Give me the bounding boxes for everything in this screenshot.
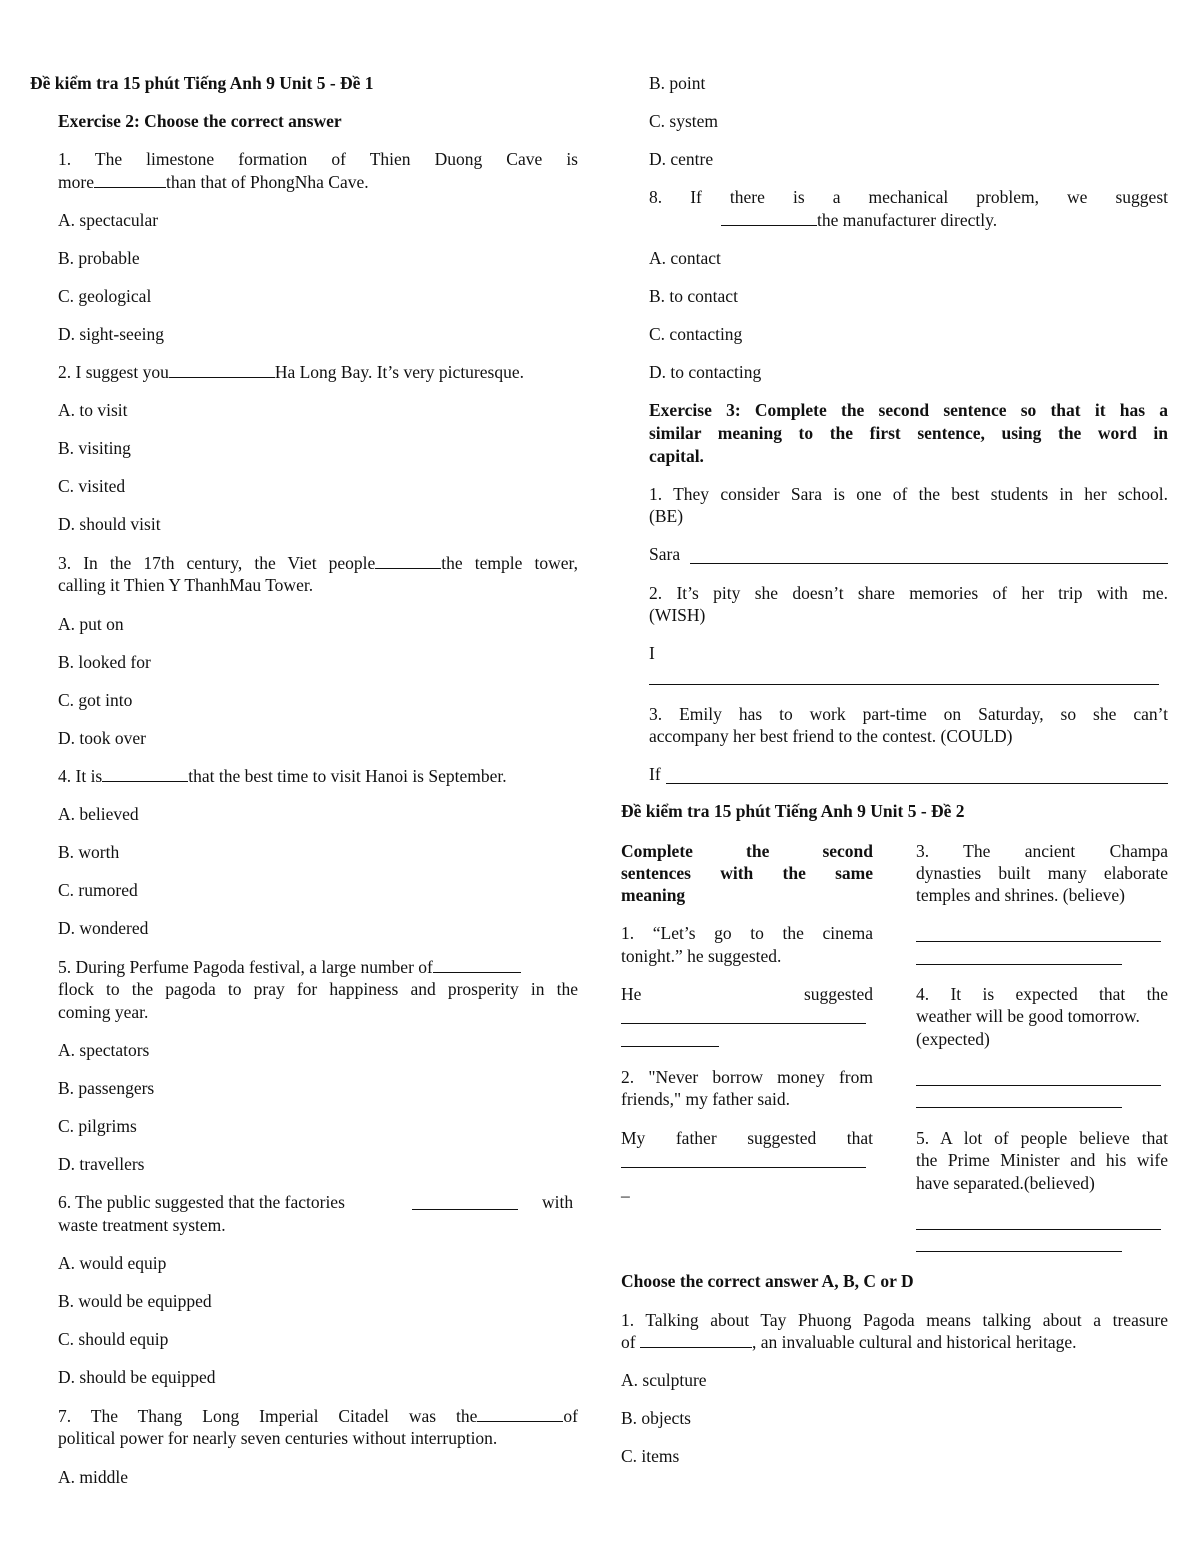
de2-question-5: 5. A lot of people believe that bbox=[916, 1128, 1168, 1148]
option-c[interactable]: C. items bbox=[621, 1446, 680, 1466]
ex3-question-2: 2. It’s pity she doesn’t share memories of her trip with me. bbox=[649, 583, 1168, 603]
page-title-de1: Đề kiểm tra 15 phút Tiếng Anh 9 Unit 5 - Đề 1 bbox=[30, 73, 374, 93]
answer-blank bbox=[169, 362, 275, 378]
question-7-text-mid: of bbox=[563, 1406, 578, 1426]
option-a[interactable]: A. put on bbox=[58, 614, 124, 634]
option-d[interactable]: D. travellers bbox=[58, 1154, 145, 1174]
de2-heading-line2: sentences with the same bbox=[621, 863, 873, 883]
question-1: 1. The limestone formation of Thien Duong Cave is bbox=[58, 149, 578, 169]
underscore-mark: _ bbox=[621, 1179, 630, 1199]
ex3-question-1-keyword: (BE) bbox=[649, 506, 684, 526]
option-d[interactable]: D. to contacting bbox=[649, 362, 762, 382]
option-a[interactable]: A. spectators bbox=[58, 1040, 150, 1060]
answer-blank bbox=[412, 1209, 518, 1210]
option-c[interactable]: C. contacting bbox=[649, 324, 743, 344]
de2-question-1: 1. “Let’s go to the cinema bbox=[621, 923, 873, 943]
question-3-line2: calling it Thien Y ThanhMau Tower. bbox=[58, 575, 314, 595]
option-d[interactable]: D. took over bbox=[58, 728, 146, 748]
answer-line[interactable] bbox=[621, 1023, 866, 1024]
exercise-3-heading-line3: capital. bbox=[649, 446, 704, 466]
answer-blank bbox=[721, 210, 817, 226]
de2-question-5-line3: have separated.(believed) bbox=[916, 1173, 1095, 1193]
answer-blank bbox=[102, 766, 188, 782]
question-6: 6. The public suggested that the factories bbox=[58, 1192, 345, 1212]
answer-line[interactable] bbox=[621, 1167, 866, 1168]
answer-line[interactable] bbox=[916, 1229, 1161, 1230]
answer-blank bbox=[375, 553, 441, 569]
ex3-question-3: 3. Emily has to work part-time on Saturday, so she can’t bbox=[649, 704, 1168, 724]
option-b[interactable]: B. to contact bbox=[649, 286, 738, 306]
question-7 bbox=[58, 1405, 578, 1427]
de2-question-4: 4. It is expected that the bbox=[916, 984, 1168, 1004]
ex3-answer-3-start: If bbox=[649, 764, 661, 784]
option-d[interactable]: D. wondered bbox=[58, 918, 149, 938]
ex3-question-3-keyword: accompany her best friend to the contest. (COULD) bbox=[649, 726, 1013, 746]
option-c[interactable]: C. got into bbox=[58, 690, 133, 710]
de2-question-1-line2: tonight.” he suggested. bbox=[621, 946, 782, 966]
de2-question-4-line2: weather will be good tomorrow. bbox=[916, 1006, 1140, 1026]
answer-line[interactable] bbox=[666, 783, 1168, 784]
ex3-question-2-keyword: (WISH) bbox=[649, 605, 706, 625]
de2-choose-question-1: 1. Talking about Tay Phuong Pagoda means talking about a treasure bbox=[621, 1310, 1168, 1330]
question-2-text-end: Ha Long Bay. It’s very picturesque. bbox=[274, 362, 524, 382]
ex3-question-1: 1. They consider Sara is one of the best students in her school. bbox=[649, 484, 1168, 504]
de2-heading-line3: meaning bbox=[621, 885, 686, 905]
question-7-text: 7. The Thang Long Imperial Citadel was the bbox=[58, 1406, 478, 1426]
ex3-answer-1-start: Sara bbox=[649, 544, 681, 564]
option-a[interactable]: A. middle bbox=[58, 1467, 128, 1487]
de2-question-2-line2: friends," my father said. bbox=[621, 1089, 790, 1109]
question-1-line2 bbox=[58, 171, 369, 193]
option-a[interactable]: A. to visit bbox=[58, 400, 128, 420]
page-title-de2: Đề kiểm tra 15 phút Tiếng Anh 9 Unit 5 - Đề 2 bbox=[621, 801, 965, 821]
de2-answer-1-start: He suggested bbox=[621, 984, 873, 1004]
de2-question-5-line2: the Prime Minister and his wife bbox=[916, 1150, 1168, 1170]
question-3-text-mid: the temple tower, bbox=[441, 553, 578, 573]
question-1-text: more bbox=[58, 172, 94, 192]
answer-line[interactable] bbox=[916, 1251, 1122, 1252]
option-b[interactable]: B. point bbox=[649, 73, 706, 93]
de2-question-3-line2: dynasties built many elaborate bbox=[916, 863, 1168, 883]
option-a[interactable]: A. would equip bbox=[58, 1253, 167, 1273]
answer-blank bbox=[94, 172, 166, 188]
answer-blank bbox=[477, 1406, 563, 1422]
question-8-text-end: the manufacturer directly. bbox=[817, 210, 998, 230]
option-c[interactable]: C. rumored bbox=[58, 880, 138, 900]
option-d[interactable]: D. sight-seeing bbox=[58, 324, 164, 344]
question-4-text-end: that the best time to visit Hanoi is September. bbox=[188, 766, 507, 786]
option-b[interactable]: B. probable bbox=[58, 248, 140, 268]
question-text: of bbox=[621, 1332, 636, 1352]
option-c[interactable]: C. pilgrims bbox=[58, 1116, 137, 1136]
option-b[interactable]: B. worth bbox=[58, 842, 120, 862]
question-5-line2: flock to the pagoda to pray for happiness and prosperity in the bbox=[58, 979, 578, 999]
de2-choose-question-1-line2 bbox=[621, 1331, 1077, 1353]
option-c[interactable]: C. system bbox=[649, 111, 719, 131]
question-text-end: , an invaluable cultural and historical heritage. bbox=[751, 1332, 1077, 1352]
option-b[interactable]: B. looked for bbox=[58, 652, 151, 672]
answer-line[interactable] bbox=[916, 1085, 1161, 1086]
answer-line[interactable] bbox=[649, 684, 1159, 685]
answer-line[interactable] bbox=[621, 1046, 719, 1047]
de2-question-2: 2. "Never borrow money from bbox=[621, 1067, 873, 1087]
question-6-text-end: with bbox=[542, 1192, 574, 1212]
de2-question-3-line3: temples and shrines. (believe) bbox=[916, 885, 1125, 905]
question-8-line2 bbox=[649, 209, 997, 231]
choose-heading: Choose the correct answer A, B, C or D bbox=[621, 1271, 914, 1291]
answer-line[interactable] bbox=[916, 941, 1161, 942]
option-b[interactable]: B. passengers bbox=[58, 1078, 155, 1098]
de2-question-4-line3: (expected) bbox=[916, 1029, 990, 1049]
option-c[interactable]: C. visited bbox=[58, 476, 126, 496]
option-b[interactable]: B. would be equipped bbox=[58, 1291, 212, 1311]
question-2 bbox=[58, 361, 524, 383]
question-3 bbox=[58, 552, 578, 574]
answer-blank bbox=[640, 1332, 752, 1348]
option-d[interactable]: D. should be equipped bbox=[58, 1367, 216, 1387]
de2-answer-2-start: My father suggested that bbox=[621, 1128, 873, 1148]
option-d[interactable]: D. centre bbox=[649, 149, 714, 169]
option-a[interactable]: A. believed bbox=[58, 804, 139, 824]
question-1-text-end: than that of PhongNha Cave. bbox=[165, 172, 369, 192]
question-3-text: 3. In the 17th century, the Viet people bbox=[58, 553, 376, 573]
answer-line[interactable] bbox=[690, 563, 1168, 564]
question-8: 8. If there is a mechanical problem, we suggest bbox=[649, 187, 1168, 207]
option-d[interactable]: D. should visit bbox=[58, 514, 161, 534]
answer-line[interactable] bbox=[916, 1107, 1122, 1108]
question-6-line2: waste treatment system. bbox=[58, 1215, 226, 1235]
question-2-text: 2. I suggest you bbox=[58, 362, 169, 382]
exercise-2-heading: Exercise 2: Choose the correct answer bbox=[58, 111, 342, 131]
ex3-answer-2-start: I bbox=[649, 643, 655, 663]
answer-blank bbox=[433, 957, 521, 973]
option-a[interactable]: A. sculpture bbox=[621, 1370, 707, 1390]
question-7-line2: political power for nearly seven centuries without interruption. bbox=[58, 1428, 498, 1448]
question-5-line3: coming year. bbox=[58, 1002, 149, 1022]
question-4 bbox=[58, 765, 507, 787]
de2-question-3: 3. The ancient Champa bbox=[916, 841, 1168, 861]
option-a[interactable]: A. spectacular bbox=[58, 210, 159, 230]
question-5 bbox=[58, 956, 521, 978]
de2-heading: Complete the second bbox=[621, 841, 873, 861]
exercise-3-heading: Exercise 3: Complete the second sentence so that it has a bbox=[649, 400, 1168, 420]
question-5-text: 5. During Perfume Pagoda festival, a large number of bbox=[58, 957, 433, 977]
question-4-text: 4. It is bbox=[58, 766, 103, 786]
answer-line[interactable] bbox=[916, 964, 1122, 965]
option-b[interactable]: B. visiting bbox=[58, 438, 131, 458]
option-c[interactable]: C. should equip bbox=[58, 1329, 169, 1349]
option-c[interactable]: C. geological bbox=[58, 286, 152, 306]
option-a[interactable]: A. contact bbox=[649, 248, 721, 268]
option-b[interactable]: B. objects bbox=[621, 1408, 691, 1428]
exercise-3-heading-line2: similar meaning to the first sentence, using the word in bbox=[649, 423, 1168, 443]
